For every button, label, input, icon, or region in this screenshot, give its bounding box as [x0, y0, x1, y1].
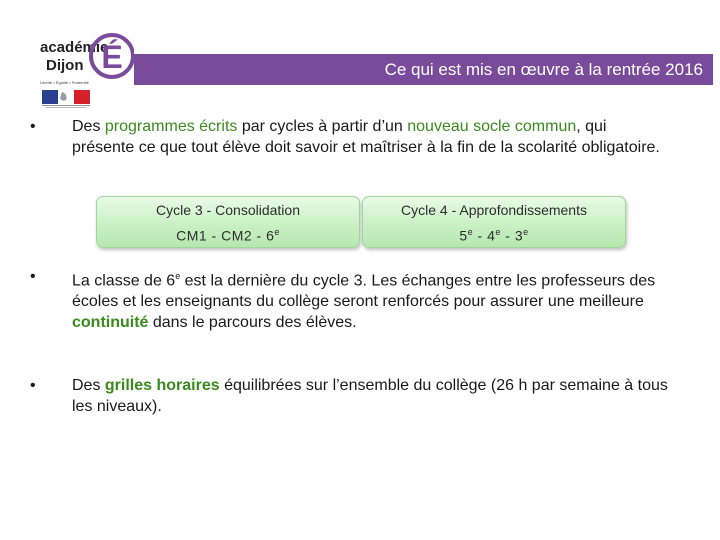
text-segment: par cycles à partir d’un — [237, 118, 408, 135]
superscript: e — [175, 271, 181, 281]
level: CM2 — [221, 227, 253, 244]
text-segment: est la dernière du cycle 3. Les échanges entre les professeurs des écoles et les enseignants du collège seront renforcés pour assurer une meilleure — [72, 272, 656, 311]
level-separator: - — [473, 227, 488, 244]
cycle-4-levels — [363, 227, 625, 244]
level: 3 — [514, 227, 524, 244]
level: CM1 — [176, 227, 208, 244]
cycle-4-title: Cycle 4 - Approfondissements — [401, 202, 587, 218]
page-title: Ce qui est mis en œuvre à la rentrée 2016 — [384, 60, 703, 79]
level: 5 — [459, 227, 468, 244]
academie-dijon-logo — [38, 22, 134, 92]
highlight-continuite: continuité — [72, 314, 149, 332]
level-sup: e — [274, 227, 280, 237]
level-sup: e — [523, 227, 529, 237]
text-segment: , qui présente ce que tout élève doit savoir et maîtriser à la fin de la scolarité obligatoire. — [72, 118, 660, 156]
bullet-glyph: • — [30, 118, 36, 135]
bullet-glyph: • — [30, 377, 36, 394]
bullet-text — [72, 375, 672, 417]
header-bar — [134, 54, 713, 85]
highlight-socle-commun: nouveau socle commun — [407, 118, 577, 135]
cycle-3-title: Cycle 3 - Consolidation — [156, 202, 300, 218]
cycle-4-box — [362, 196, 626, 248]
text-segment: Des — [72, 377, 105, 394]
level: 4 — [487, 227, 496, 244]
logo-line1: académie — [40, 39, 109, 56]
cycle-3-box — [96, 196, 360, 248]
bullet-text — [72, 266, 672, 333]
bullet-glyph: • — [30, 268, 36, 285]
text-segment: équilibrées sur l’ensemble du collège (26 h par semaine à tous les niveaux). — [72, 377, 668, 415]
bullet-text — [72, 116, 672, 158]
highlight-grilles-horaires: grilles horaires — [104, 377, 220, 394]
republique-francaise-flag-icon — [42, 90, 90, 110]
level-separator: - — [252, 227, 267, 244]
highlight-programmes-ecrits: programmes écrits — [104, 118, 238, 135]
level: 6 — [266, 227, 275, 244]
cycle-3-levels — [97, 227, 359, 244]
level-separator: - — [500, 227, 515, 244]
level-sup: e — [467, 227, 474, 237]
level-sup: e — [495, 227, 501, 237]
logo-tagline: Liberté • Égalité • Fraternité — [40, 80, 89, 85]
level-separator: - — [207, 227, 222, 244]
academie-logo-graphic — [38, 22, 134, 92]
logo-letter: É — [101, 39, 123, 75]
text-segment: Des — [72, 118, 105, 135]
text-segment: La classe de 6 — [72, 272, 176, 290]
logo-line2: Dijon — [46, 57, 84, 74]
text-segment: dans le parcours des élèves. — [148, 314, 357, 332]
